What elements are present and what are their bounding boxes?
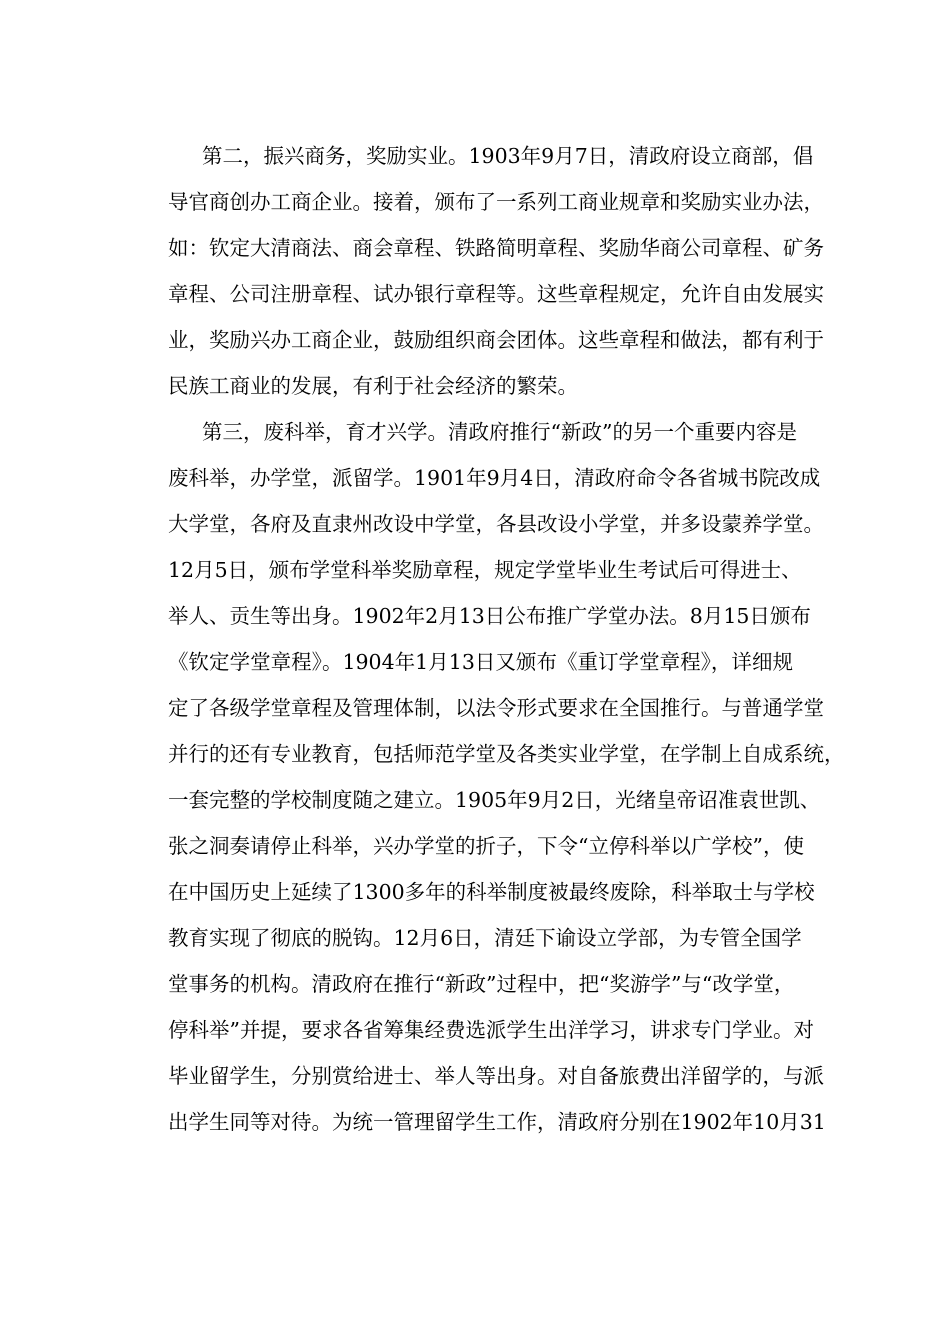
paragraph-commerce	[168, 133, 824, 409]
paragraph-line: 出学生同等对待。为统一管理留学生工作，清政府分别在1902年10月31	[168, 1110, 826, 1134]
paragraph-line: 《钦定学堂章程》。1904年1月13日又颁布《重订学堂章程》，详细规	[168, 650, 793, 674]
paragraph-line: 堂事务的机构。清政府在推行“新政”过程中，把“奖游学”与“改学堂，	[168, 972, 795, 996]
paragraph-line: 举人、贡生等出身。1902年2月13日公布推广学堂办法。8月15日颁布	[168, 604, 811, 628]
paragraph-line: 废科举，办学堂，派留学。1901年9月4日，清政府命令各省城书院改成	[168, 466, 821, 490]
paragraph-line: 毕业留学生，分别赏给进士、举人等出身。对自备旅费出洋留学的，与派	[168, 1064, 824, 1088]
paragraph-line: 民族工商业的发展，有利于社会经济的繁荣。	[168, 374, 578, 398]
paragraph-line: 在中国历史上延续了1300多年的科举制度被最终废除，科举取士与学校	[168, 880, 815, 904]
paragraph-line: 业，奖励兴办工商企业，鼓励组织商会团体。这些章程和做法，都有利于	[168, 328, 824, 352]
paragraph-line: 一套完整的学校制度随之建立。1905年9月2日，光绪皇帝诏准袁世凯、	[168, 788, 821, 812]
paragraph-line: 并行的还有专业教育，包括师范学堂及各类实业学堂，在学制上自成系统，	[168, 742, 845, 766]
paragraph-line: 12月5日，颁布学堂科举奖励章程，规定学堂毕业生考试后可得进士、	[168, 558, 802, 582]
paragraph-line: 张之洞奏请停止科举，兴办学堂的折子，下令“立停科举以广学校”，使	[168, 834, 804, 858]
paragraph-line: 停科举”并提，要求各省筹集经费选派学生出洋学习，讲求专门学业。对	[168, 1018, 814, 1042]
paragraph-education	[168, 409, 845, 1145]
paragraph-line: 第三，废科举，育才兴学。清政府推行“新政”的另一个重要内容是	[202, 420, 797, 444]
paragraph-line: 教育实现了彻底的脱钩。12月6日，清廷下谕设立学部，为专管全国学	[168, 926, 802, 950]
paragraph-line: 如：钦定大清商法、商会章程、铁路简明章程、奖励华商公司章程、矿务	[168, 236, 824, 260]
paragraph-line: 大学堂，各府及直隶州改设中学堂，各县改设小学堂，并多设蒙养学堂。	[168, 512, 824, 536]
paragraph-line: 章程、公司注册章程、试办银行章程等。这些章程规定，允许自由发展实	[168, 282, 824, 306]
paragraph-line: 第二，振兴商务，奖励实业。1903年9月7日，清政府设立商部，倡	[202, 144, 814, 168]
paragraph-line: 导官商创办工商企业。接着，颁布了一系列工商业规章和奖励实业办法，	[168, 190, 824, 214]
paragraph-line: 定了各级学堂章程及管理体制，以法令形式要求在全国推行。与普通学堂	[168, 696, 824, 720]
